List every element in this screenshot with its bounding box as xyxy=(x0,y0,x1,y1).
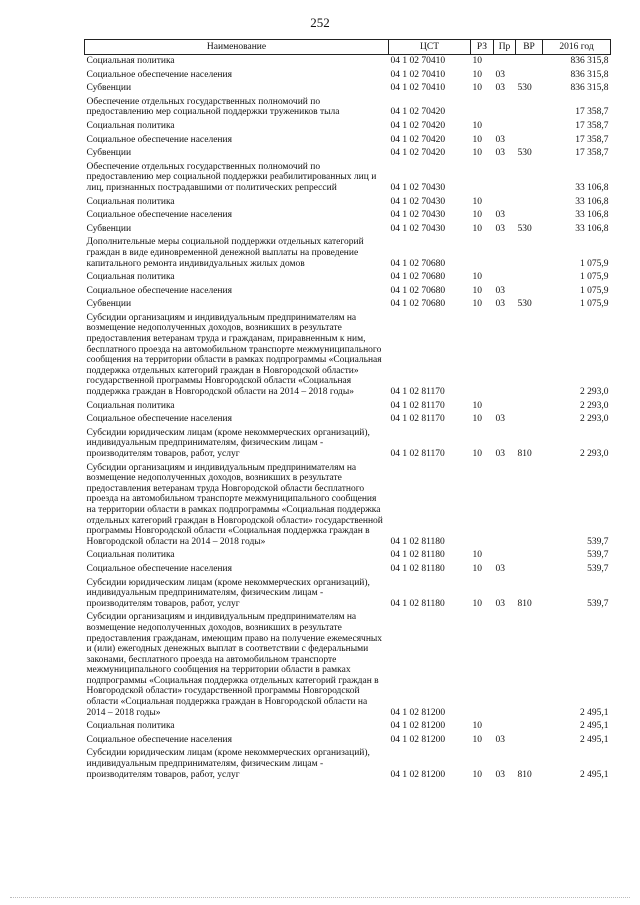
cell-amount: 836 315,8 xyxy=(570,56,609,66)
cell-rz: 10 xyxy=(472,134,482,145)
cell-vr xyxy=(516,134,543,148)
cell-pr xyxy=(494,611,516,720)
cell-name: Субвенции xyxy=(86,299,132,310)
cell-amount: 1 075,9 xyxy=(580,272,609,283)
cell-name: Социальное обеспечение населения xyxy=(86,563,232,574)
header-vr: ВР xyxy=(516,40,543,55)
cell-name: Субвенции xyxy=(86,223,132,234)
cell-amount: 17 358,7 xyxy=(575,148,609,159)
cell-rz: 10 xyxy=(472,272,482,283)
table-row xyxy=(85,734,611,748)
cell-vr xyxy=(516,285,543,299)
cell-cst: 04 1 02 81170 xyxy=(390,387,445,398)
cell-cst: 04 1 02 81170 xyxy=(390,400,445,411)
cell-vr xyxy=(516,271,543,285)
cell-cst: 04 1 02 70680 xyxy=(390,258,446,269)
table-row xyxy=(85,611,611,720)
cell-vr xyxy=(516,120,543,134)
cell-name: Субвенции xyxy=(86,148,132,159)
cell-cst: 04 1 02 70680 xyxy=(390,285,446,296)
cell-name: Субсидии организациям и индивидуальным предпринимателям на возмещение недополученных доходов, возникших в результате предоставления ветеранам труда Новгородской области бесплатного проезда на автомобильном транспорте межмуниципального сообщения на территории области в рамках подпрограммы «Социальная поддержка отдельных категорий граждан в Новгородской области» государственной программы Новгородской области «Социальная поддержка граждан в Новгородской области на 2014 – 2018 годы» xyxy=(86,462,383,547)
cell-name: Социальная политика xyxy=(86,56,175,66)
cell-amount: 33 106,8 xyxy=(575,223,609,234)
cell-pr: 03 xyxy=(495,69,505,80)
cell-vr: 810 xyxy=(517,598,532,609)
cell-rz xyxy=(471,96,494,120)
cell-vr: 810 xyxy=(517,449,532,459)
cell-rz: 10 xyxy=(472,550,482,561)
cell-rz: 10 xyxy=(472,299,482,310)
cell-amount: 539,7 xyxy=(587,536,609,547)
cell-cst: 04 1 02 70430 xyxy=(390,210,446,221)
cell-cst: 04 1 02 70430 xyxy=(390,223,446,234)
cell-rz: 10 xyxy=(472,734,482,745)
cell-name: Социальное обеспечение населения xyxy=(86,414,232,425)
cell-cst: 04 1 02 81180 xyxy=(390,550,445,561)
cell-vr xyxy=(516,549,543,563)
cell-amount: 836 315,8 xyxy=(570,69,609,80)
table-row xyxy=(85,209,611,223)
cell-rz: 10 xyxy=(472,598,482,609)
cell-cst: 04 1 02 70420 xyxy=(390,148,446,159)
cell-cst: 04 1 02 70410 xyxy=(390,56,446,66)
cell-rz: 10 xyxy=(472,414,482,425)
cell-amount: 33 106,8 xyxy=(575,196,609,207)
cell-vr xyxy=(516,462,543,550)
cell-amount: 2 495,1 xyxy=(580,769,609,780)
cell-pr: 03 xyxy=(495,223,505,234)
table-row xyxy=(85,549,611,563)
cell-vr xyxy=(516,209,543,223)
cell-name: Субвенции xyxy=(86,83,132,94)
cell-amount: 2 293,0 xyxy=(580,387,609,398)
cell-name: Субсидии юридическим лицам (кроме некоммерческих организаций), индивидуальным предпринимателям, физическим лицам - производителям товаров, работ, услуг xyxy=(86,577,370,609)
table-row xyxy=(85,298,611,312)
cell-pr: 03 xyxy=(495,734,505,745)
cell-pr xyxy=(494,161,516,196)
table-row xyxy=(85,161,611,196)
cell-amount: 2 293,0 xyxy=(580,449,609,459)
header-cst: ЦСТ xyxy=(389,40,471,55)
cell-vr xyxy=(516,69,543,83)
cell-vr xyxy=(516,55,543,69)
cell-name: Социальная политика xyxy=(86,400,175,411)
cell-pr: 03 xyxy=(495,210,505,221)
cell-rz: 10 xyxy=(472,721,482,732)
cell-amount: 2 293,0 xyxy=(580,414,609,425)
cell-amount: 539,7 xyxy=(587,563,609,574)
table-row xyxy=(85,120,611,134)
cell-pr xyxy=(494,462,516,550)
cell-cst: 04 1 02 70420 xyxy=(390,120,446,131)
cell-cst: 04 1 02 70420 xyxy=(390,134,446,145)
cell-cst: 04 1 02 70430 xyxy=(390,182,446,193)
cell-rz: 10 xyxy=(472,120,482,131)
budget-table xyxy=(84,39,611,782)
cell-rz xyxy=(471,611,494,720)
cell-cst: 04 1 02 81170 xyxy=(390,414,445,425)
cell-cst: 04 1 02 70680 xyxy=(390,299,446,310)
header-name: Наименование xyxy=(85,40,389,55)
cell-pr: 03 xyxy=(495,769,505,780)
table-row xyxy=(85,55,611,69)
cell-pr xyxy=(494,720,516,734)
cell-cst: 04 1 02 81170 xyxy=(390,449,445,459)
cell-pr xyxy=(494,549,516,563)
cell-rz xyxy=(471,462,494,550)
cell-pr xyxy=(494,236,516,271)
cell-pr: 03 xyxy=(495,299,505,310)
cell-cst: 04 1 02 70410 xyxy=(390,83,446,94)
cell-name: Субсидии юридическим лицам (кроме некоммерческих организаций), индивидуальным предпринимателям, физическим лицам - производителям товаров, работ, услуг xyxy=(86,427,370,459)
cell-name: Социальное обеспечение населения xyxy=(86,210,232,221)
cell-cst: 04 1 02 70410 xyxy=(390,69,446,80)
cell-name: Социальная политика xyxy=(86,120,175,131)
cell-amount: 1 075,9 xyxy=(580,299,609,310)
table-row xyxy=(85,400,611,414)
table-row xyxy=(85,271,611,285)
cell-cst: 04 1 02 81180 xyxy=(390,563,445,574)
cell-rz: 10 xyxy=(472,400,482,411)
cell-vr xyxy=(516,312,543,400)
cell-name: Социальная политика xyxy=(86,550,175,561)
cell-rz: 10 xyxy=(472,83,482,94)
table-row xyxy=(85,96,611,120)
cell-cst: 04 1 02 70420 xyxy=(390,107,446,118)
cell-amount: 2 495,1 xyxy=(580,707,609,718)
cell-name: Субсидии юридическим лицам (кроме некоммерческих организаций), индивидуальным предпринимателям, физическим лицам - производителям товаров, работ, услуг xyxy=(86,748,370,780)
cell-name: Субсидии организациям и индивидуальным предпринимателям на возмещение недополученных доходов, возникших в результате предоставления ветеранам труда и гражданам, приравненным к ним, бесплатного проезда на автомобильном транспорте межмуниципального сообщения на территории области в рамках подпрограммы «Социальная поддержка отдельных категорий граждан в Новгородской области» государственной программы Новгородской области «Социальная поддержка граждан в Новгородской области на 2014 – 2018 годы» xyxy=(86,312,382,398)
cell-cst: 04 1 02 81200 xyxy=(390,707,446,718)
cell-vr xyxy=(516,611,543,720)
cell-pr xyxy=(494,196,516,210)
page-number: 252 xyxy=(310,15,330,30)
cell-rz: 10 xyxy=(472,285,482,296)
cell-name: Субсидии организациям и индивидуальным предпринимателям на возмещение недополученных доходов, возникших в результате предоставления гражданам, имеющим право на получение ежемесячных и (или) ежегодных денежных выплат в соответствии с федеральными законами, бесплатного проезда на автомобильном транспорте межмуниципального сообщения на территории области в рамках подпрограммы «Социальная поддержка отдельных категорий граждан в Новгородской области» государственной программы Новгородской области «Социальная поддержка граждан в Новгородской области на 2014 – 2018 годы» xyxy=(86,612,383,718)
table-row xyxy=(85,236,611,271)
header-year: 2016 год xyxy=(543,40,611,55)
cell-name: Социальная политика xyxy=(86,196,175,207)
cell-amount: 539,7 xyxy=(587,550,609,561)
cell-amount: 33 106,8 xyxy=(575,210,609,221)
cell-cst: 04 1 02 81180 xyxy=(390,598,445,609)
table-row xyxy=(85,462,611,550)
cell-cst: 04 1 02 81200 xyxy=(390,721,446,732)
cell-amount: 1 075,9 xyxy=(580,258,609,269)
table-row xyxy=(85,223,611,237)
cell-name: Обеспечение отдельных государственных полномочий по предоставлению мер социальной поддержки реабилитированных лиц и лиц, признанных пострадавшими от политических репрессий xyxy=(86,161,377,193)
cell-rz xyxy=(471,236,494,271)
header-pr: Пр xyxy=(494,40,516,55)
header-rz: РЗ xyxy=(471,40,494,55)
cell-vr xyxy=(516,161,543,196)
table-row xyxy=(85,427,611,462)
cell-pr: 03 xyxy=(495,598,505,609)
cell-vr xyxy=(516,720,543,734)
cell-rz xyxy=(471,161,494,196)
cell-name: Социальное обеспечение населения xyxy=(86,69,232,80)
cell-vr xyxy=(516,236,543,271)
cell-rz: 10 xyxy=(472,563,482,574)
cell-rz: 10 xyxy=(472,449,482,459)
cell-name: Социальное обеспечение населения xyxy=(86,734,232,745)
cell-pr: 03 xyxy=(495,134,505,145)
cell-pr xyxy=(494,120,516,134)
table-row xyxy=(85,577,611,612)
cell-pr: 03 xyxy=(495,285,505,296)
cell-amount: 17 358,7 xyxy=(575,120,609,131)
cell-name: Дополнительные меры социальной поддержки отдельных категорий граждан в виде единовременной денежной выплаты на проведение капитального ремонта индивидуальных жилых домов xyxy=(86,237,364,269)
cell-cst: 04 1 02 70430 xyxy=(390,196,446,207)
cell-pr xyxy=(494,312,516,400)
cell-amount: 2 293,0 xyxy=(580,400,609,411)
cell-rz: 10 xyxy=(472,56,482,66)
cell-cst: 04 1 02 81200 xyxy=(390,734,446,745)
cell-cst: 04 1 02 81200 xyxy=(390,769,446,780)
cell-pr: 03 xyxy=(495,414,505,425)
cell-pr xyxy=(494,96,516,120)
cell-vr xyxy=(516,96,543,120)
cell-amount: 539,7 xyxy=(587,598,609,609)
cell-vr xyxy=(516,196,543,210)
cell-vr: 530 xyxy=(517,148,532,159)
header-row xyxy=(85,40,611,55)
cell-amount: 33 106,8 xyxy=(575,182,609,193)
cell-pr: 03 xyxy=(495,449,505,459)
cell-vr: 530 xyxy=(517,83,532,94)
cell-pr xyxy=(494,271,516,285)
cell-cst: 04 1 02 70680 xyxy=(390,272,446,283)
cell-rz: 10 xyxy=(472,69,482,80)
cell-amount: 2 495,1 xyxy=(580,721,609,732)
cell-cst: 04 1 02 81180 xyxy=(390,536,445,547)
cell-vr xyxy=(516,400,543,414)
cell-pr xyxy=(494,400,516,414)
scan-artifact-dots xyxy=(10,897,630,902)
cell-vr xyxy=(516,734,543,748)
table-body xyxy=(85,55,611,783)
table-row xyxy=(85,285,611,299)
cell-rz: 10 xyxy=(472,223,482,234)
cell-vr: 530 xyxy=(517,223,532,234)
cell-vr xyxy=(516,413,543,427)
table-row xyxy=(85,312,611,400)
cell-vr xyxy=(516,563,543,577)
cell-rz: 10 xyxy=(472,769,482,780)
cell-rz: 10 xyxy=(472,196,482,207)
cell-rz: 10 xyxy=(472,210,482,221)
table-row xyxy=(85,134,611,148)
table-row xyxy=(85,747,611,782)
cell-amount: 17 358,7 xyxy=(575,107,609,118)
table-row xyxy=(85,82,611,96)
table-row xyxy=(85,413,611,427)
cell-pr xyxy=(494,55,516,69)
cell-amount: 1 075,9 xyxy=(580,285,609,296)
cell-pr: 03 xyxy=(495,148,505,159)
cell-amount: 17 358,7 xyxy=(575,134,609,145)
table-header xyxy=(85,40,611,55)
table-row xyxy=(85,563,611,577)
table-row xyxy=(85,147,611,161)
table-row xyxy=(85,196,611,210)
cell-vr: 810 xyxy=(517,769,532,780)
cell-name: Социальное обеспечение населения xyxy=(86,134,232,145)
table-row xyxy=(85,69,611,83)
cell-name: Социальная политика xyxy=(86,272,175,283)
cell-name: Социальное обеспечение населения xyxy=(86,285,232,296)
cell-pr: 03 xyxy=(495,83,505,94)
cell-rz: 10 xyxy=(472,148,482,159)
table-row xyxy=(85,720,611,734)
cell-pr: 03 xyxy=(495,563,505,574)
cell-rz xyxy=(471,312,494,400)
cell-amount: 836 315,8 xyxy=(570,83,609,94)
cell-vr: 530 xyxy=(517,299,532,310)
cell-amount: 2 495,1 xyxy=(580,734,609,745)
cell-name: Обеспечение отдельных государственных полномочий по предоставлению мер социальной поддержки тружеников тыла xyxy=(86,96,340,118)
cell-name: Социальная политика xyxy=(86,721,175,732)
